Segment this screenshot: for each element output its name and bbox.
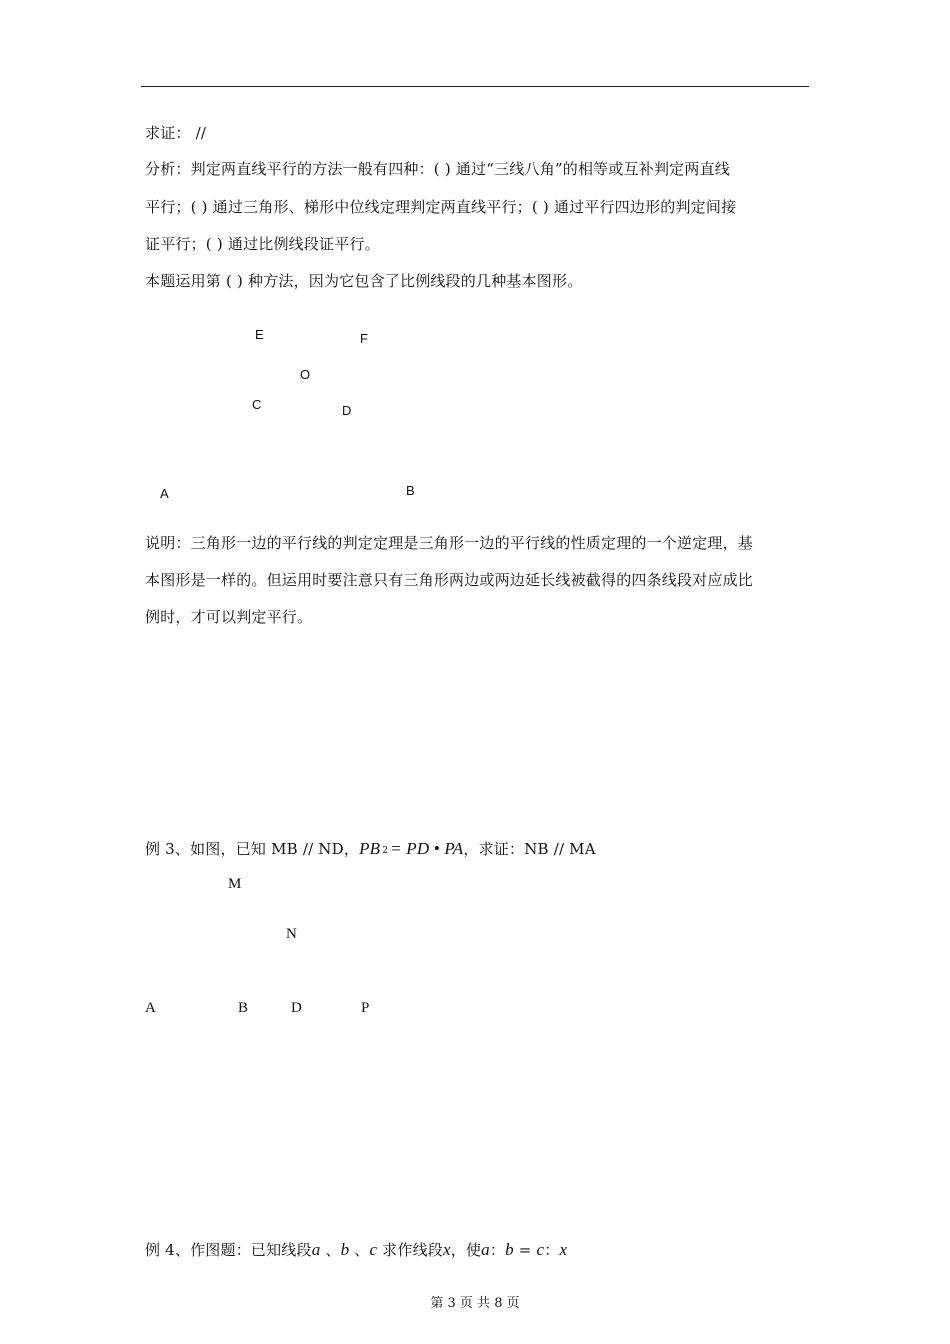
formula-rhs: = PD • PA <box>390 839 464 858</box>
analysis-line-2: 平行；( ) 通过三角形、梯形中位线定理判定两直线平行；( ) 通过平行四边形的判定间接 <box>145 198 737 216</box>
example-3-suffix: ，求证：NB // MA <box>463 840 596 858</box>
page-footer: 第 3 页 共 8 页 <box>430 1296 520 1311</box>
separator: 、 <box>320 1241 341 1259</box>
separator: 、 <box>349 1241 370 1259</box>
point-label-n: N <box>286 926 297 942</box>
example-3-line <box>145 839 596 861</box>
example-4-prefix: 例 4、作图题：已知线段 <box>145 1241 312 1259</box>
header-rule <box>141 86 809 87</box>
formula-pb: PB <box>359 839 381 858</box>
point-label-d2: D <box>291 1000 302 1016</box>
point-label-c: C <box>252 397 262 412</box>
equals-sign: = <box>513 1241 537 1259</box>
point-label-b: B <box>406 483 415 498</box>
var-x: x <box>443 1240 451 1259</box>
point-label-d: D <box>342 403 352 418</box>
example-4-mid2: ，使 <box>450 1241 482 1259</box>
var-a2: a <box>481 1240 490 1259</box>
example-4-mid: 求作线段 <box>377 1241 443 1259</box>
note-line-2: 本图形是一样的。但运用时要注意只有三角形两边或两边延长线被截得的四条线段对应成比 <box>145 571 754 589</box>
point-label-f: F <box>360 331 368 346</box>
ratio-colon: ： <box>489 1241 506 1259</box>
var-b2: b <box>505 1240 514 1259</box>
note-line-1: 说明：三角形一边的平行线的判定定理是三角形一边的平行线的性质定理的一个逆定理，基 <box>145 534 754 552</box>
point-label-e: E <box>255 327 264 342</box>
qiuzheng-line: 求证： // <box>145 124 207 142</box>
point-label-m: M <box>228 876 242 892</box>
ratio-colon: ： <box>544 1241 560 1259</box>
method-line: 本题运用第 ( ) 种方法，因为它包含了比例线段的几种基本图形。 <box>145 272 583 290</box>
note-line-3: 例时，才可以判定平行。 <box>145 608 313 626</box>
var-c: c <box>369 1240 378 1259</box>
var-b: b <box>340 1240 350 1259</box>
point-label-b2: B <box>238 1000 249 1016</box>
point-label-o: O <box>300 367 311 382</box>
example-4-line <box>145 1240 567 1260</box>
var-a: a <box>311 1240 321 1259</box>
point-label-a: A <box>160 486 169 501</box>
var-x2: x <box>559 1240 568 1259</box>
analysis-line-3: 证平行；( ) 通过比例线段证平行。 <box>145 235 380 253</box>
formula-exponent: 2 <box>382 846 389 856</box>
example-3-prefix: 例 3、如图，已知 MB // ND， <box>145 840 360 858</box>
point-label-a2: A <box>145 1000 156 1016</box>
var-c2: c <box>536 1240 545 1259</box>
analysis-line-1: 分析：判定两直线平行的方法一般有四种：( ) 通过“三线八角”的相等或互补判定两直线 <box>145 160 730 178</box>
point-label-p: P <box>361 1000 370 1016</box>
